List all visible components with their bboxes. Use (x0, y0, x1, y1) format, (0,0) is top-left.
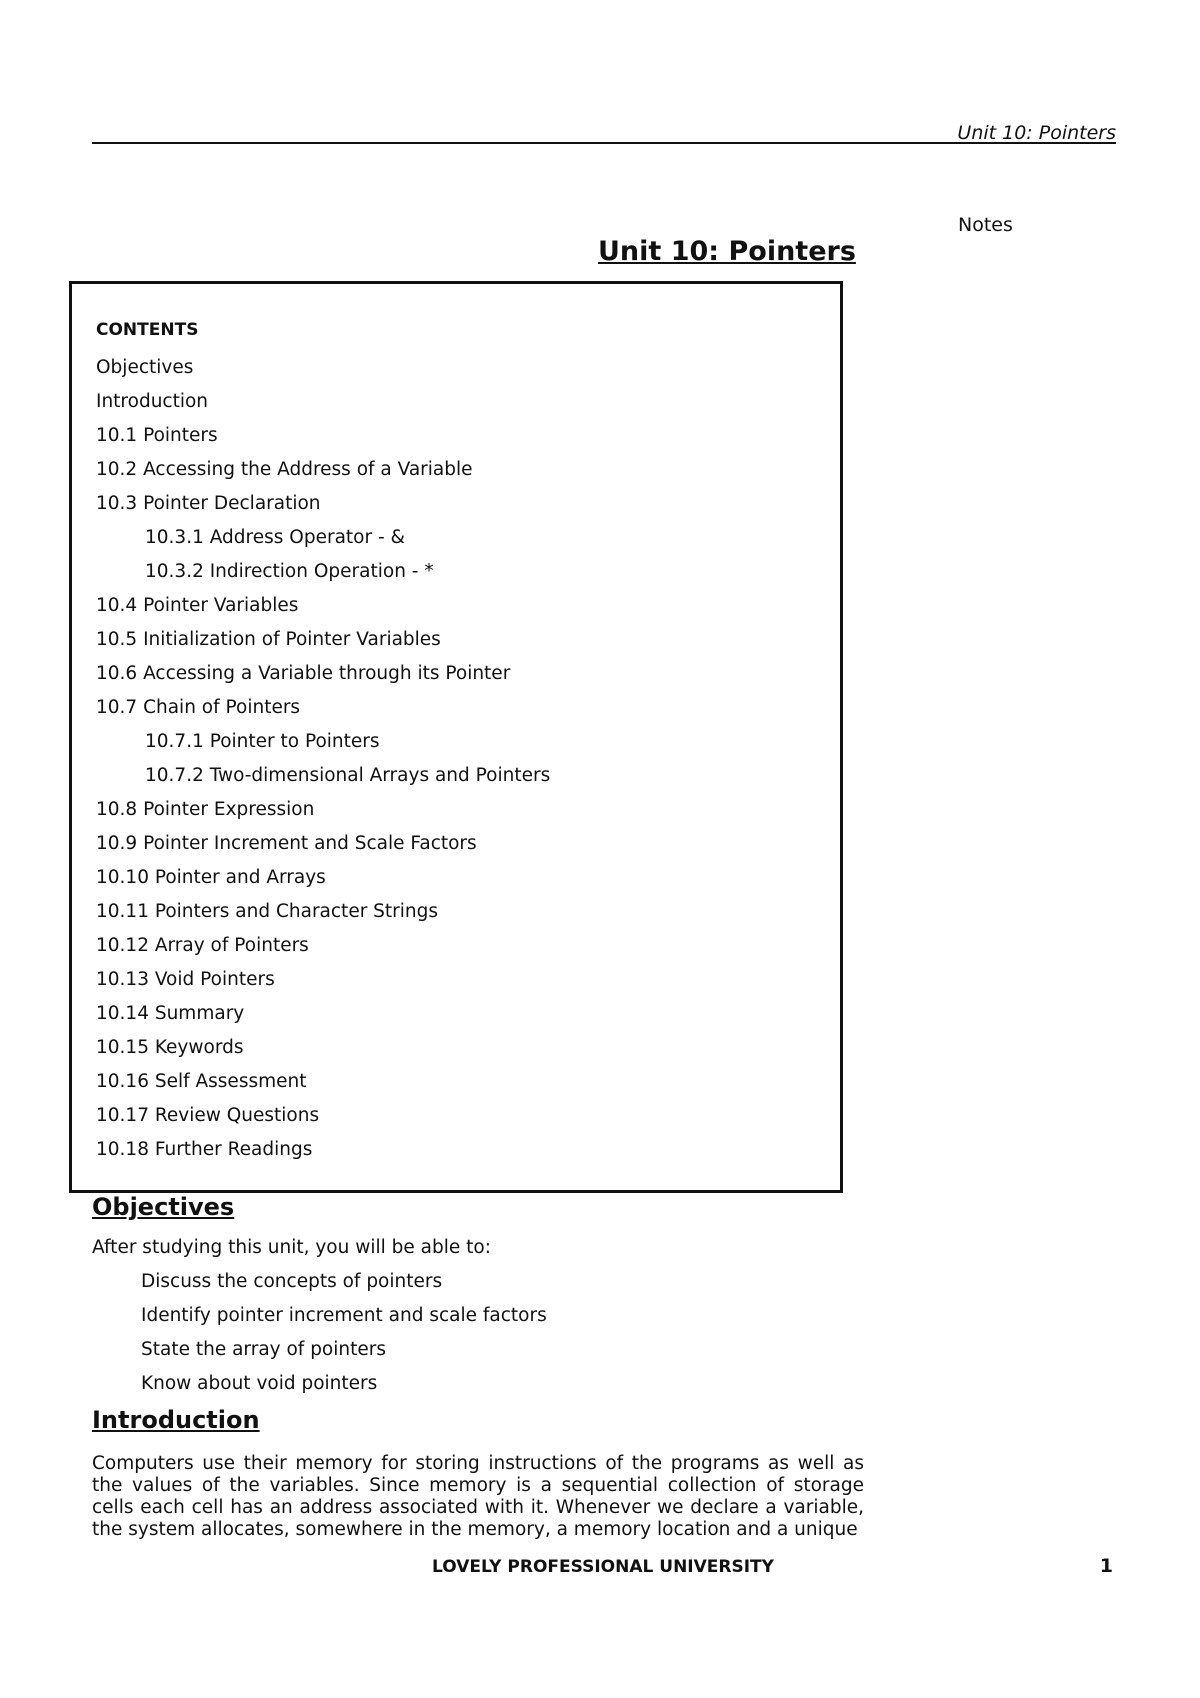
objective-item: Discuss the concepts of pointers (141, 1271, 443, 1292)
contents-item: 10.4 Pointer Variables (96, 595, 299, 616)
contents-item: 10.8 Pointer Expression (96, 799, 315, 820)
contents-item: 10.13 Void Pointers (96, 969, 275, 990)
objective-item: State the array of pointers (141, 1339, 386, 1360)
contents-box (69, 281, 843, 1193)
contents-item: 10.1 Pointers (96, 425, 218, 446)
contents-item: 10.3.1 Address Operator - & (145, 527, 405, 548)
contents-item: 10.3 Pointer Declaration (96, 493, 321, 514)
running-header-title: Unit 10: Pointers (957, 122, 1116, 144)
notes-label: Notes (958, 214, 1013, 236)
objectives-intro: After studying this unit, you will be able to: (92, 1237, 491, 1258)
objectives-list (141, 1265, 547, 1401)
contents-heading: CONTENTS (96, 320, 199, 340)
contents-item: 10.14 Summary (96, 1003, 245, 1024)
introduction-heading: Introduction (92, 1406, 260, 1434)
page-number: 1 (1099, 1555, 1113, 1577)
contents-list (96, 351, 550, 1167)
contents-item: 10.17 Review Questions (96, 1105, 320, 1126)
contents-item: 10.7 Chain of Pointers (96, 697, 301, 718)
contents-item: Introduction (96, 391, 209, 412)
header-rule (92, 142, 1116, 144)
contents-item: 10.7.1 Pointer to Pointers (145, 731, 380, 752)
contents-item: 10.6 Accessing a Variable through its Pointer (96, 663, 511, 684)
contents-item: Objectives (96, 357, 194, 378)
contents-item: 10.7.2 Two-dimensional Arrays and Pointers (145, 765, 551, 786)
contents-item: 10.11 Pointers and Character Strings (96, 901, 439, 922)
contents-item: 10.15 Keywords (96, 1037, 244, 1058)
introduction-paragraph: Computers use their memory for storing instructions of the programs as well as the values of the variables. Since memory is a sequential collection of storage cells each cell has an address associated with it. Whenever we declare a variable, the system allocates, somewhere in the memory, a memory location and a unique (92, 1453, 864, 1540)
contents-item: 10.18 Further Readings (96, 1139, 313, 1160)
contents-item: 10.12 Array of Pointers (96, 935, 309, 956)
contents-item: 10.10 Pointer and Arrays (96, 867, 326, 888)
contents-item: 10.9 Pointer Increment and Scale Factors (96, 833, 477, 854)
objective-item: Identify pointer increment and scale factors (141, 1305, 547, 1326)
objectives-heading: Objectives (92, 1193, 235, 1221)
contents-item: 10.2 Accessing the Address of a Variable (96, 459, 473, 480)
contents-item: 10.5 Initialization of Pointer Variables (96, 629, 441, 650)
footer-university: LOVELY PROFESSIONAL UNIVERSITY (432, 1557, 774, 1577)
page-title: Unit 10: Pointers (598, 236, 856, 267)
contents-item: 10.3.2 Indirection Operation - * (145, 561, 434, 582)
objective-item: Know about void pointers (141, 1373, 378, 1394)
contents-item: 10.16 Self Assessment (96, 1071, 307, 1092)
